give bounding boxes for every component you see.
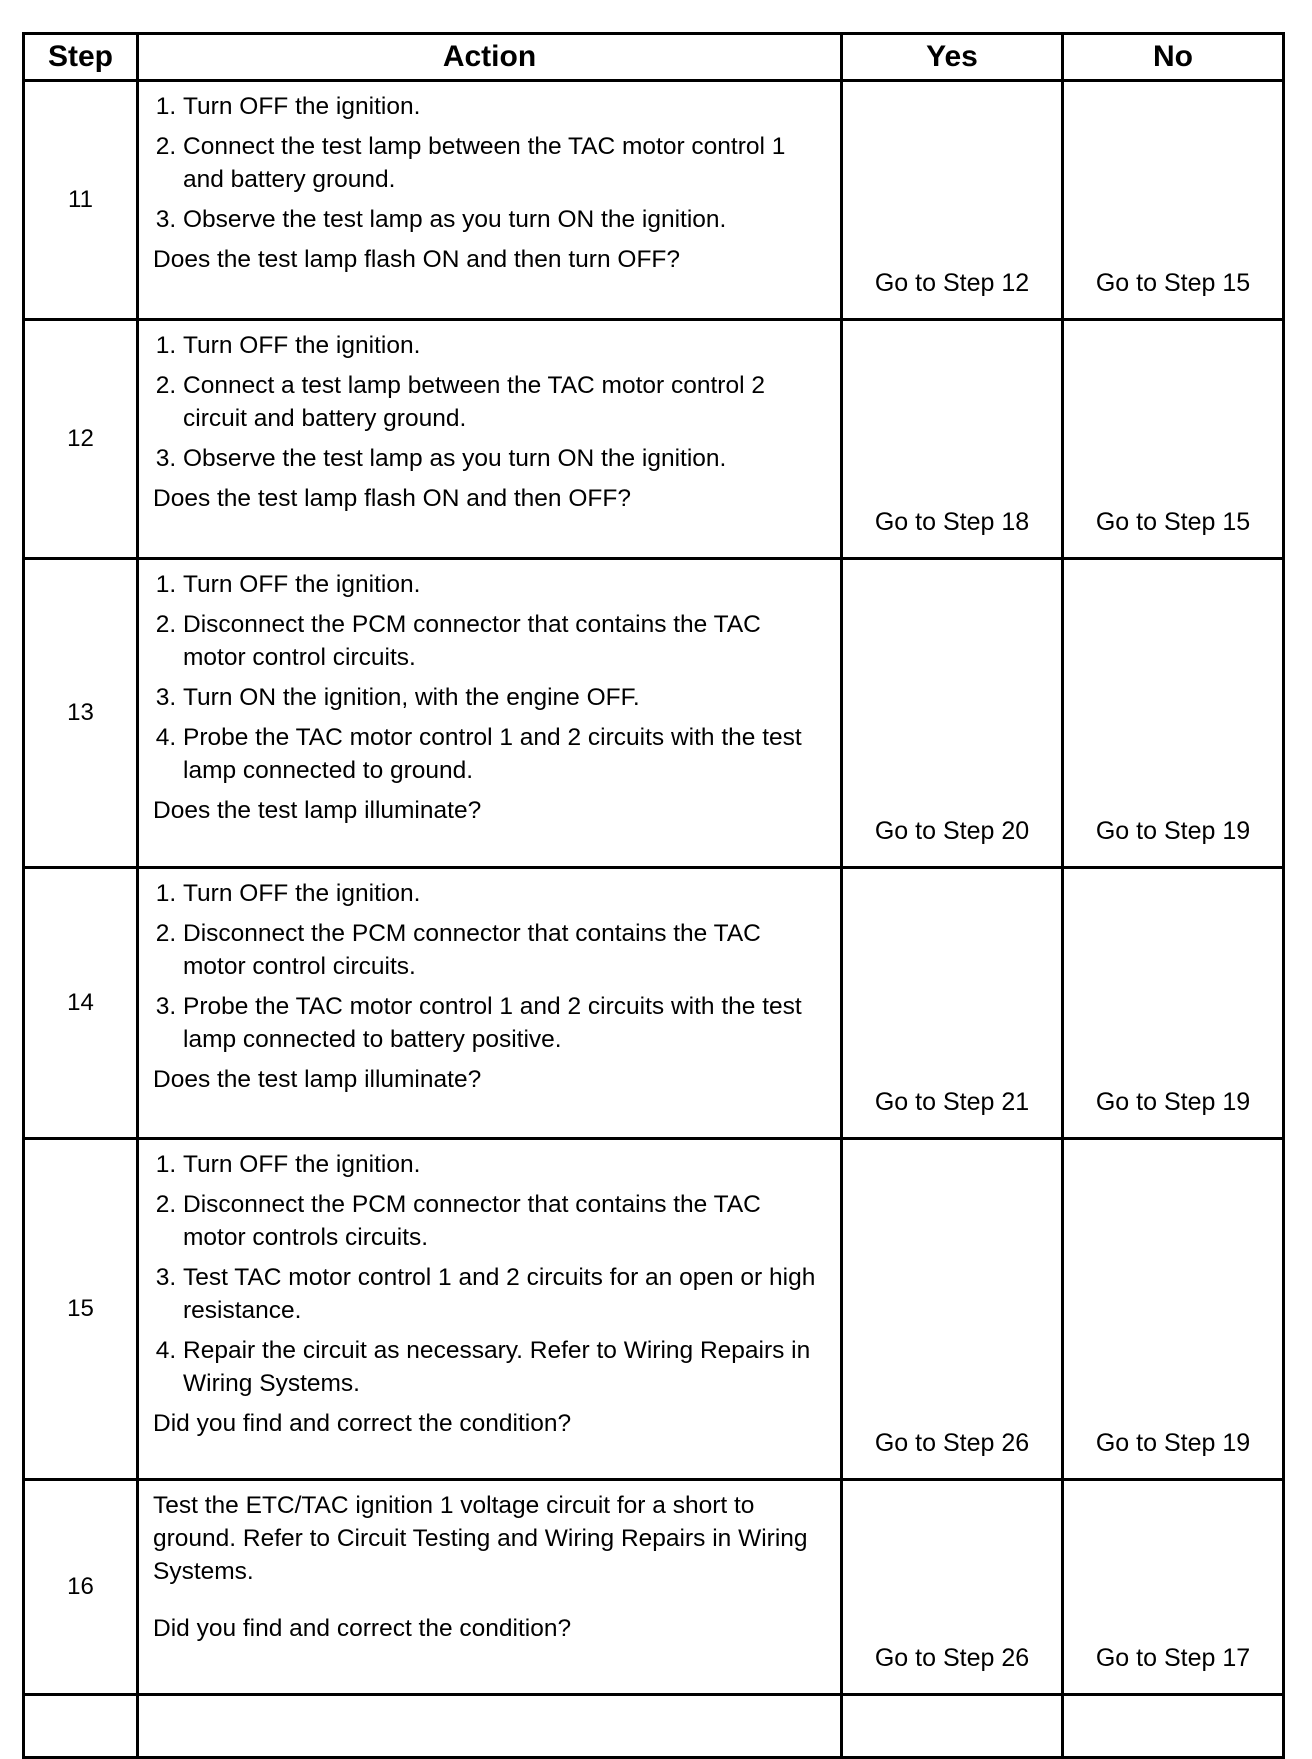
- header-step: Step: [24, 34, 138, 81]
- yes-result: Go to Step 20: [842, 559, 1063, 868]
- yes-result: Go to Step 26: [842, 1139, 1063, 1480]
- no-result: Go to Step 19: [1063, 1139, 1284, 1480]
- action-list: [153, 1148, 826, 1400]
- step-number: 16: [24, 1480, 138, 1695]
- action-item: 3. Turn ON the ignition, with the engine OFF.: [183, 681, 826, 714]
- empty-cell: [24, 1695, 138, 1758]
- table-row: [24, 1139, 1284, 1480]
- action-cell: [138, 81, 842, 320]
- no-result: Go to Step 19: [1063, 559, 1284, 868]
- header-row: [24, 34, 1284, 81]
- action-item: 3. Observe the test lamp as you turn ON the ignition.: [183, 442, 826, 475]
- yes-result: Go to Step 12: [842, 81, 1063, 320]
- action-item: 2. Disconnect the PCM connector that contains the TAC motor control circuits.: [183, 917, 826, 983]
- table-row: [24, 559, 1284, 868]
- table-row: [24, 868, 1284, 1139]
- action-item: 1. Turn OFF the ignition.: [183, 877, 826, 910]
- table-row: [24, 1480, 1284, 1695]
- action-item: 1. Turn OFF the ignition.: [183, 1148, 826, 1181]
- action-question: Does the test lamp illuminate?: [153, 797, 482, 824]
- step-number: 11: [24, 81, 138, 320]
- step-number: 12: [24, 320, 138, 559]
- yes-result: Go to Step 18: [842, 320, 1063, 559]
- no-result: Go to Step 15: [1063, 81, 1284, 320]
- action-list: [153, 90, 826, 236]
- yes-result: Go to Step 21: [842, 868, 1063, 1139]
- action-list: [153, 877, 826, 1056]
- action-list: [153, 329, 826, 475]
- step-number: 14: [24, 868, 138, 1139]
- action-text: Test the ETC/TAC ignition 1 voltage circuit for a short to ground. Refer to Circuit Testing and Wiring Repairs in Wiring Systems.: [153, 1492, 808, 1585]
- diagnostic-table: [22, 32, 1285, 1759]
- action-item: 2. Connect the test lamp between the TAC motor control 1 and battery ground.: [183, 130, 826, 196]
- empty-cell: [842, 1695, 1063, 1758]
- action-item: 4. Repair the circuit as necessary. Refer to Wiring Repairs in Wiring Systems.: [183, 1334, 826, 1400]
- header-no: No: [1063, 34, 1284, 81]
- action-item: 3. Probe the TAC motor control 1 and 2 circuits with the test lamp connected to battery positive.: [183, 990, 826, 1056]
- action-item: 3. Observe the test lamp as you turn ON the ignition.: [183, 203, 826, 236]
- empty-cell: [1063, 1695, 1284, 1758]
- no-result: Go to Step 15: [1063, 320, 1284, 559]
- action-list: [153, 568, 826, 787]
- table-row: [24, 81, 1284, 320]
- step-number: 13: [24, 559, 138, 868]
- action-cell: [138, 868, 842, 1139]
- action-cell: [138, 1139, 842, 1480]
- action-item: 4. Probe the TAC motor control 1 and 2 circuits with the test lamp connected to ground.: [183, 721, 826, 787]
- action-item: 2. Connect a test lamp between the TAC motor control 2 circuit and battery ground.: [183, 369, 826, 435]
- action-item: 1. Turn OFF the ignition.: [183, 90, 826, 123]
- action-cell: [138, 320, 842, 559]
- action-question: Does the test lamp flash ON and then turn OFF?: [153, 246, 681, 273]
- header-action: Action: [138, 34, 842, 81]
- action-question: Did you find and correct the condition?: [153, 1615, 572, 1642]
- action-item: 1. Turn OFF the ignition.: [183, 568, 826, 601]
- action-question: Did you find and correct the condition?: [153, 1410, 572, 1437]
- table-row-continued: [24, 1695, 1284, 1758]
- no-result: Go to Step 17: [1063, 1480, 1284, 1695]
- yes-result: Go to Step 26: [842, 1480, 1063, 1695]
- table-row: [24, 320, 1284, 559]
- action-cell: [138, 559, 842, 868]
- action-item: 2. Disconnect the PCM connector that contains the TAC motor controls circuits.: [183, 1188, 826, 1254]
- step-number: 15: [24, 1139, 138, 1480]
- no-result: Go to Step 19: [1063, 868, 1284, 1139]
- action-question: Does the test lamp flash ON and then OFF?: [153, 485, 631, 512]
- action-item: 3. Test TAC motor control 1 and 2 circuits for an open or high resistance.: [183, 1261, 826, 1327]
- action-item: 1. Turn OFF the ignition.: [183, 329, 826, 362]
- action-item: 2. Disconnect the PCM connector that contains the TAC motor control circuits.: [183, 608, 826, 674]
- action-question: Does the test lamp illuminate?: [153, 1066, 482, 1093]
- empty-cell: [138, 1695, 842, 1758]
- header-yes: Yes: [842, 34, 1063, 81]
- action-cell: [138, 1480, 842, 1695]
